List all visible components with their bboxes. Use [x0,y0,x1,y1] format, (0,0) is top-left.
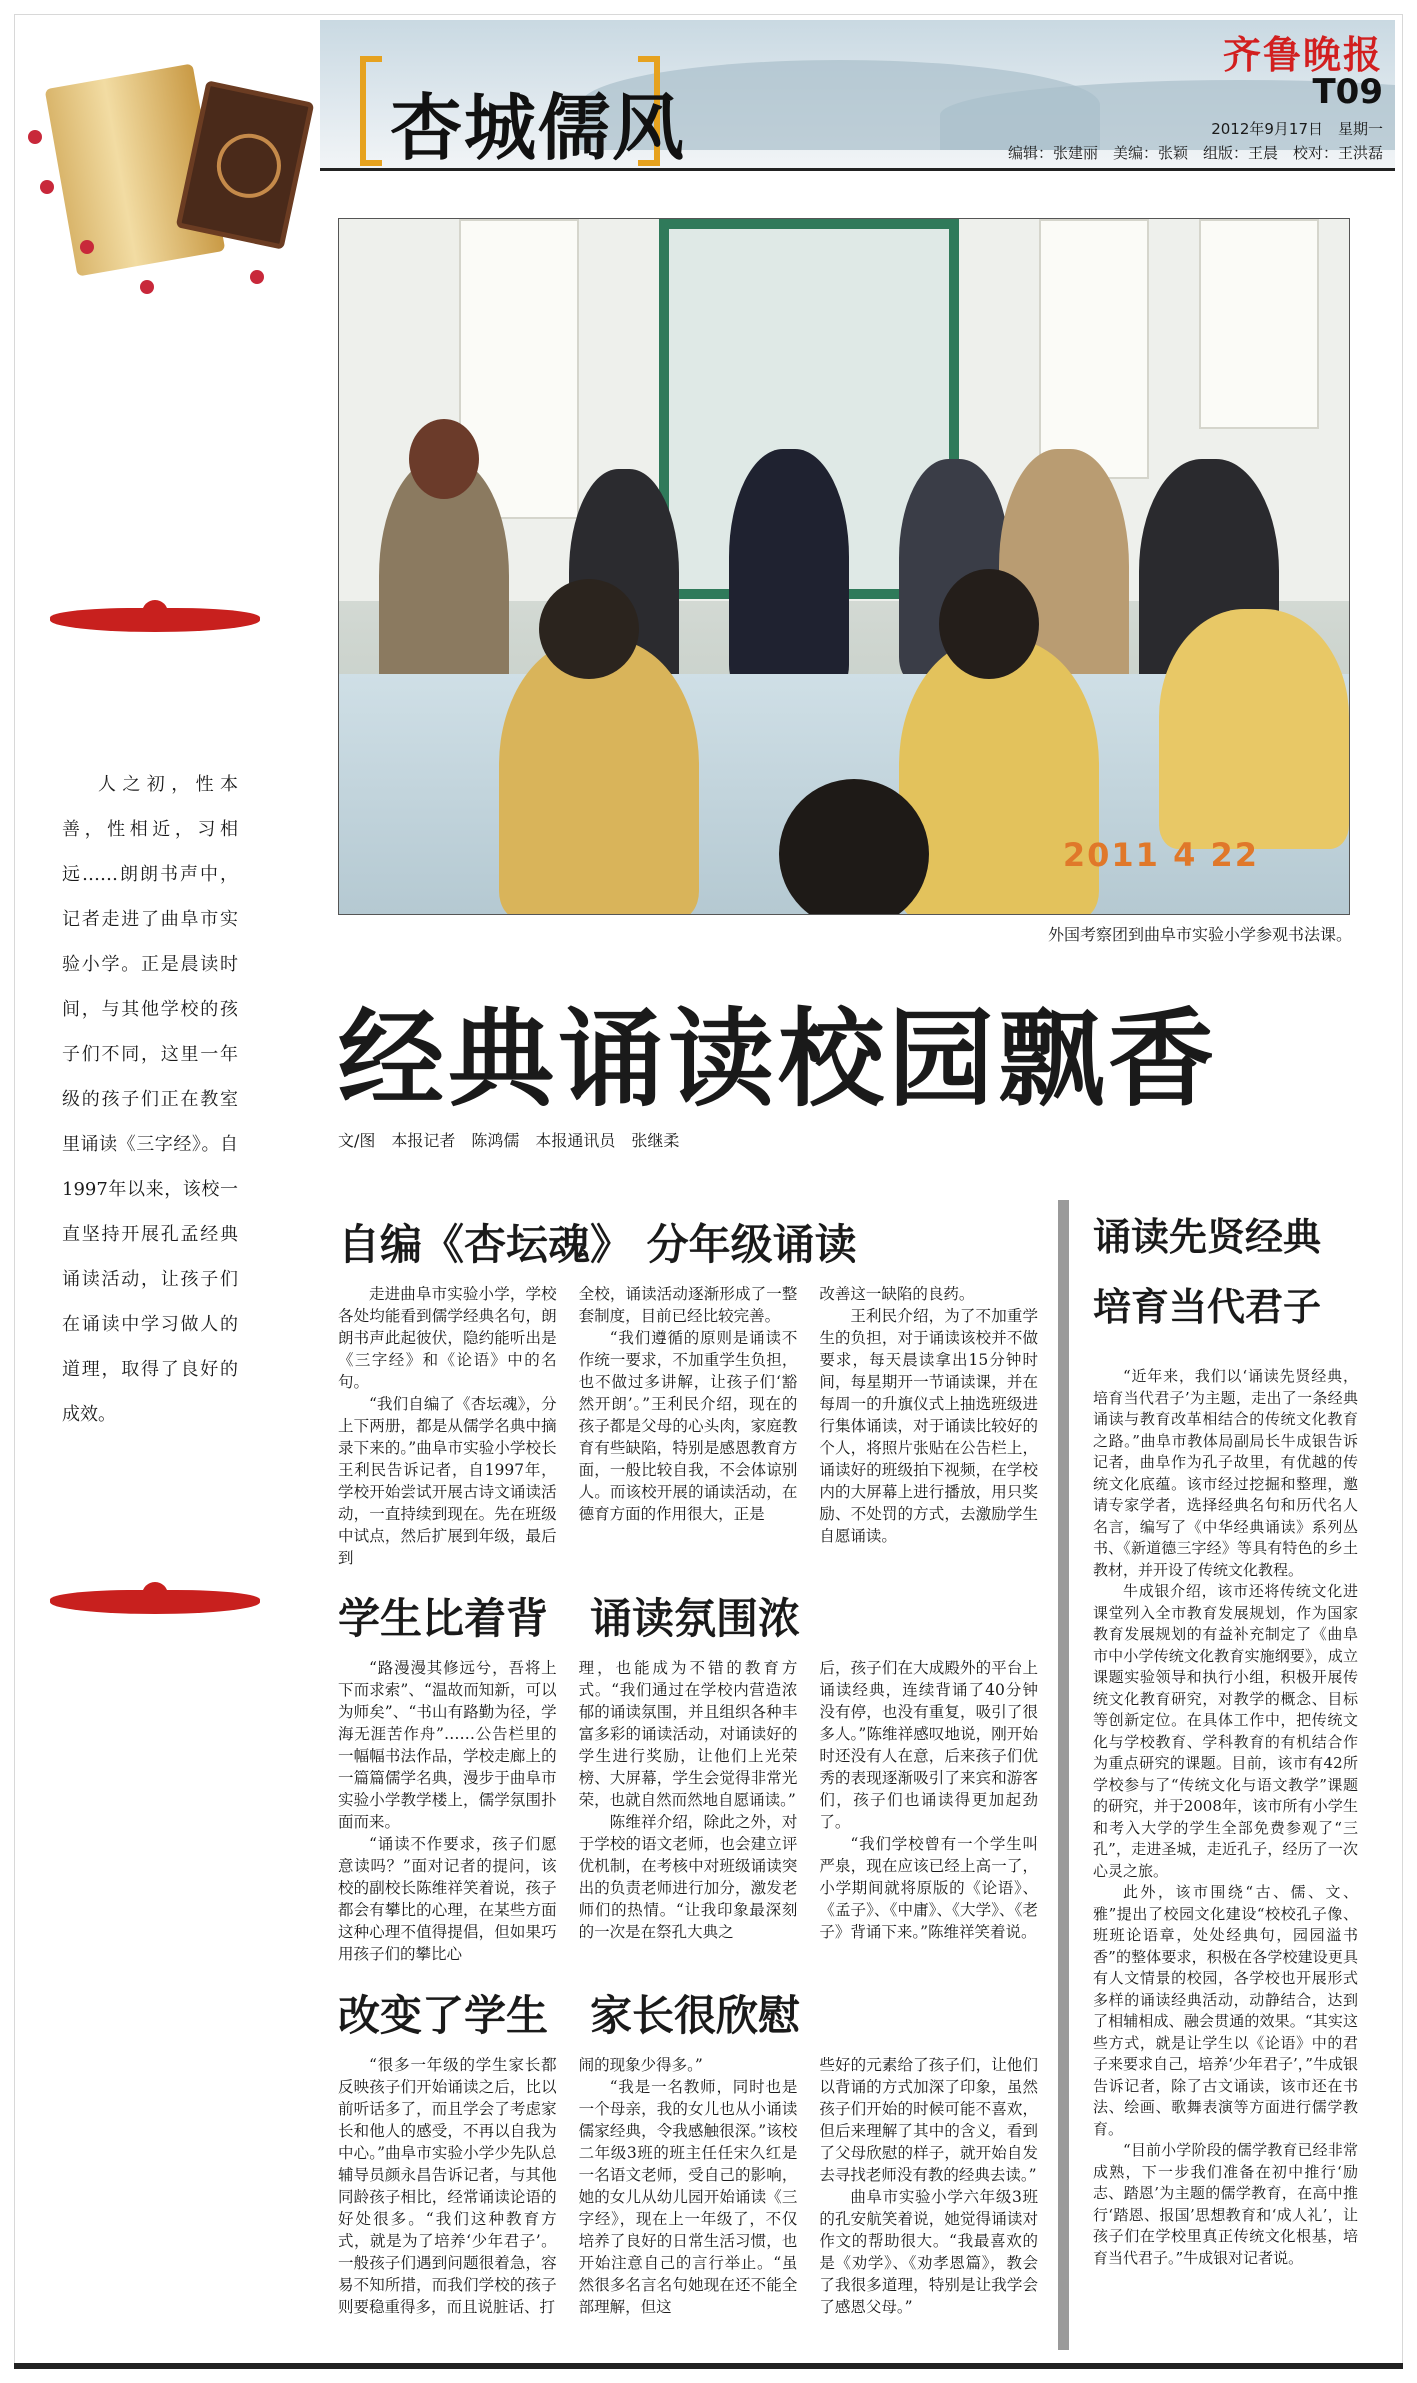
paragraph: “路漫漫其修远兮，吾将上下而求索”、“温故而知新，可以为师矣”、“书山有路勤为径，学海无涯苦作舟”……公告栏里的一幅幅书法作品，学校走廊上的一篇篇儒学名典，漫步于曲阜市实验小学教学楼上，儒学氛围扑面而来。 [338,1659,557,1831]
text-column [579,1283,798,1569]
news-photo [338,218,1350,915]
paper-name: 齐鲁晚报 [1222,32,1383,77]
calligraphy-scroll [1039,219,1149,479]
sidebar-body [1093,1366,1358,2269]
visitor-figure [729,449,849,689]
red-ribbon-ornament [50,600,260,638]
text-column [819,1657,1038,1965]
student-head [939,569,1039,679]
paragraph: 王利民介绍，为了不加重学生的负担，对于诵读该校并不做要求，每天晨读拿出15分钟时间，每星期开一节诵读课，并在每周一的升旗仪式上抽选班级进行集体诵读，对于诵读比较好的个人，将照片张贴在公告栏上，诵读好的班级拍下视频，在学校内的大屏幕上进行播放，用只奖励、不处罚的方式，去激励学生自愿诵读。 [819,1307,1039,1545]
article-headline: 经典诵读校园飘香 [338,998,1218,1121]
paragraph: 此外，该市围绕“古、儒、文、雅”提出了校园文化建设“校校孔子像、班班论语章，处处经典句，园园溢书香”的整体要求，积极在各学校建设更具有人文情景的校园，各学校也开展形式多样的诵读经典活动，动静结合，达到了相辅相成、融会贯通的效果。“其实这些方式，就是让学生以《论语》中的君子来要求自己，培养‘少年君子’，”牛成银告诉记者，除了古文诵读，该市还在书法、绘画、歌舞表演等方面进行儒学教育。 [1093,1883,1358,2138]
section-title-3: 改变了学生 家长很欣慰 [338,1991,801,2040]
sidebar-title-line2: 培育当代君子 [1093,1285,1322,1329]
text-column [579,1657,798,1965]
photo-date-stamp: 2011 4 22 [1062,836,1259,874]
bracket-left-icon [360,56,382,166]
editors-line: 编辑：张建丽 美编：张颖 组版：王晨 校对：王洪磊 [1007,144,1383,162]
text-column [338,1283,557,1569]
section-body-3 [338,2054,1038,2318]
visitor-head [409,419,479,499]
sidebar-article [1058,1200,1358,2350]
paragraph: 陈维祥介绍，除此之外，对于学校的语文老师，也会建立评优机制，在考核中对班级诵读突出的负责老师进行加分，激发老师们的热情。“让我印象最深刻的一次是在祭孔大典之 [578,1813,798,1941]
section-body-1 [338,1283,1038,1569]
paragraph: “目前小学阶段的儒学教育已经非常成熟，下一步我们准备在初中推行‘励志、踏恩’为主题的儒学教育，在高中推行‘踏恩、报国’思想教育和‘成人礼’，让孩子们在学校里真正传统文化根基，培育当代君子。”牛成银对记者说。 [1093,2141,1358,2267]
paragraph: “我们自编了《杏坛魂》，分上下两册，都是从儒学名典中摘录下来的。”曲阜市实验小学校长王利民告诉记者，自1997年，学校开始尝试开展古诗文诵读活动，一直持续到现在。先在班级中试点，然后扩展到年级，最后到 [338,1395,557,1567]
plum-blossom-icon [250,270,264,284]
ribbon-knot [142,1582,168,1608]
student-figure [1159,609,1349,849]
article-byline: 文/图 本报记者 陈鸿儒 本报通讯员 张继柔 [338,1131,680,1150]
plum-blossom-icon [28,130,42,144]
paragraph: 曲阜市实验小学六年级3班的孔安航笑着说，她觉得诵读对作文的帮助很大。“我最喜欢的是《劝学》、《劝孝恩篇》，教会了我很多道理，特别是让我学会了感恩父母。” [819,2188,1039,2316]
decorative-books-illustration [20,30,320,320]
section-title-1: 自编《杏坛魂》 分年级诵读 [338,1220,857,1269]
student-head [539,579,639,679]
column-name: 杏城儒风 [390,85,687,170]
calligraphy-scroll [1199,219,1319,429]
paragraph: “我们遵循的原则是诵读不作统一要求，不加重学生负担，也不做过多讲解，让孩子们‘豁然开朗’。”王利民介绍，现在的孩子都是父母的心头肉，家庭教育有些缺陷，特别是感恩教育方面，一般比较自我，不会体谅别人。而该校开展的诵读活动，在德育方面的作用很大，正是 [578,1329,798,1523]
paragraph: “我们学校曾有一个学生叫严泉，现在应该已经上高一了，小学期间就将原版的《论语》、《孟子》、《中庸》、《大学》、《老子》背诵下来。”陈维祥笑着说。 [819,1835,1039,1941]
column-brand [360,56,687,170]
paragraph: 闹的现象少得多。” [578,2056,703,2074]
plum-blossom-icon [140,280,154,294]
paragraph: “诵读不作要求，孩子们愿意读吗？”面对记者的提问，该校的副校长陈维祥笑着说，孩子都会有攀比的心理，在某些方面这种心理不值得提倡，但如果巧用孩子们的攀比心 [338,1835,557,1963]
section-body-2 [338,1657,1038,1965]
ribbon-knot [142,600,168,626]
paragraph: 牛成银介绍，该市还将传统文化进课堂列入全市教育发展规划，作为国家教育发展规划的有益补充制定了《曲阜市中小学传统文化教育实施纲要》，成立课题实验领导和执行小组，积极开展传统文化教育研究，对教学的概念、目标等创新定位。在具体工作中，把传统文化与学校教育、学科教育的有机结合作为重点研究的课题。目前，该市有42所学校参与了“传统文化与语文教学”课题的研究，并于2008年，该市所有小学生和考入大学的学生全部免费参观了“三孔”，走进圣城，走近孔子，经历了一次心灵之旅。 [1093,1582,1358,1880]
text-column [338,2054,557,2318]
bottom-rule [14,2363,1403,2369]
photo-caption: 外国考察团到曲阜市实验小学参观书法课。 [1047,925,1352,944]
text-column [338,1657,557,1965]
paragraph: 些好的元素给了孩子们，让他们以背诵的方式加深了印象，虽然孩子们开始的时候可能不喜欢，但后来理解了其中的含义，看到了父母欣慰的样子，就开始自发去寻找老师没有教的经典去读。” [819,2056,1039,2184]
student-figure [499,639,699,915]
plum-blossom-icon [40,180,54,194]
paragraph: 改善这一缺陷的良药。 [819,1285,975,1303]
paragraph: “很多一年级的学生家长都反映孩子们开始诵读之后，比以前听话多了，而且学会了考虑家长和他人的感受，不再以自我为中心。”曲阜市实验小学少先队总辅导员颜永昌告诉记者，与其他同龄孩子相比，经常诵读论语的好处很多。“我们这种教育方式，就是为了培养‘少年君子’。一般孩子们遇到问题很着急，容易不知所措，而我们学校的孩子则要稳重得多，而且说脏话、打 [338,2056,557,2316]
date-line: 2012年9月17日 星期一 [1211,120,1383,138]
plum-blossom-icon [80,240,94,254]
paragraph: 全校，诵读活动逐渐形成了一整套制度，目前已经比较完善。 [578,1285,798,1325]
paragraph: “近年来，我们以‘诵读先贤经典，培育当代君子’为主题，走出了一条经典诵读与教育改革相结合的传统文化教育之路。”曲阜市教体局副局长牛成银告诉记者，曲阜作为孔子故里，有优越的传统文化底蕴。该市经过挖掘和整理，邀请专家学者，选择经典名句和历代名人名言，编写了《中华经典诵读》系列丛书、《新道德三字经》等具有特色的乡土教材，并开设了传统文化教程。 [1093,1367,1358,1579]
paragraph: 后，孩子们在大成殿外的平台上诵读经典，连续背诵了40分钟没有停，也没有重复，吸引了很多人。”陈维祥感叹地说，刚开始时还没有人在意，后来孩子们优秀的表现逐渐吸引了来宾和游客们，孩子们也诵读得更加起劲了。 [819,1659,1039,1831]
page-number: T09 [1312,72,1383,112]
sidebar-title-line1: 诵读先贤经典 [1093,1215,1322,1259]
text-column [819,2054,1038,2318]
text-column [819,1283,1038,1569]
paragraph: “我是一名教师，同时也是一个母亲，我的女儿也从小诵读儒家经典，令我感触很深。”该校二年级3班的班主任任宋久红是一名语文老师，受自己的影响，她的女儿从幼儿园开始诵读《三字经》，现在上一年级了，不仅培养了良好的日常生活习惯，也开始注意自己的言行举止。“虽然很多名言名句她现在还不能全部理解，但这 [578,2078,798,2316]
paragraph: 理，也能成为不错的教育方式。“我们通过在学校内营造浓郁的诵读氛围，并且组织各种丰富多彩的诵读活动，对诵读好的学生进行奖励，让他们上光荣榜、大屏幕，学生会觉得非常光荣，也就自然而然地自愿诵读。” [578,1659,798,1809]
text-column [579,2054,798,2318]
red-ribbon-ornament [50,1582,260,1620]
intro-text: 人之初，性本善，性相近，习相远……朗朗书声中，记者走进了曲阜市实验小学。正是晨读时间，与其他学校的孩子们不同，这里一年级的孩子们正在教室里诵读《三字经》。自1997年以来，该校一直坚持开展孔孟经典诵读活动，让孩子们在诵读中学习做人的道理，取得了良好的成效。 [62,774,238,1425]
section-title-2: 学生比着背 诵读氛围浓 [338,1594,801,1643]
paragraph: 走进曲阜市实验小学，学校各处均能看到儒学经典名句，朗朗书声此起彼伏，隐约能听出是《三字经》和《论语》中的名句。 [338,1285,557,1391]
